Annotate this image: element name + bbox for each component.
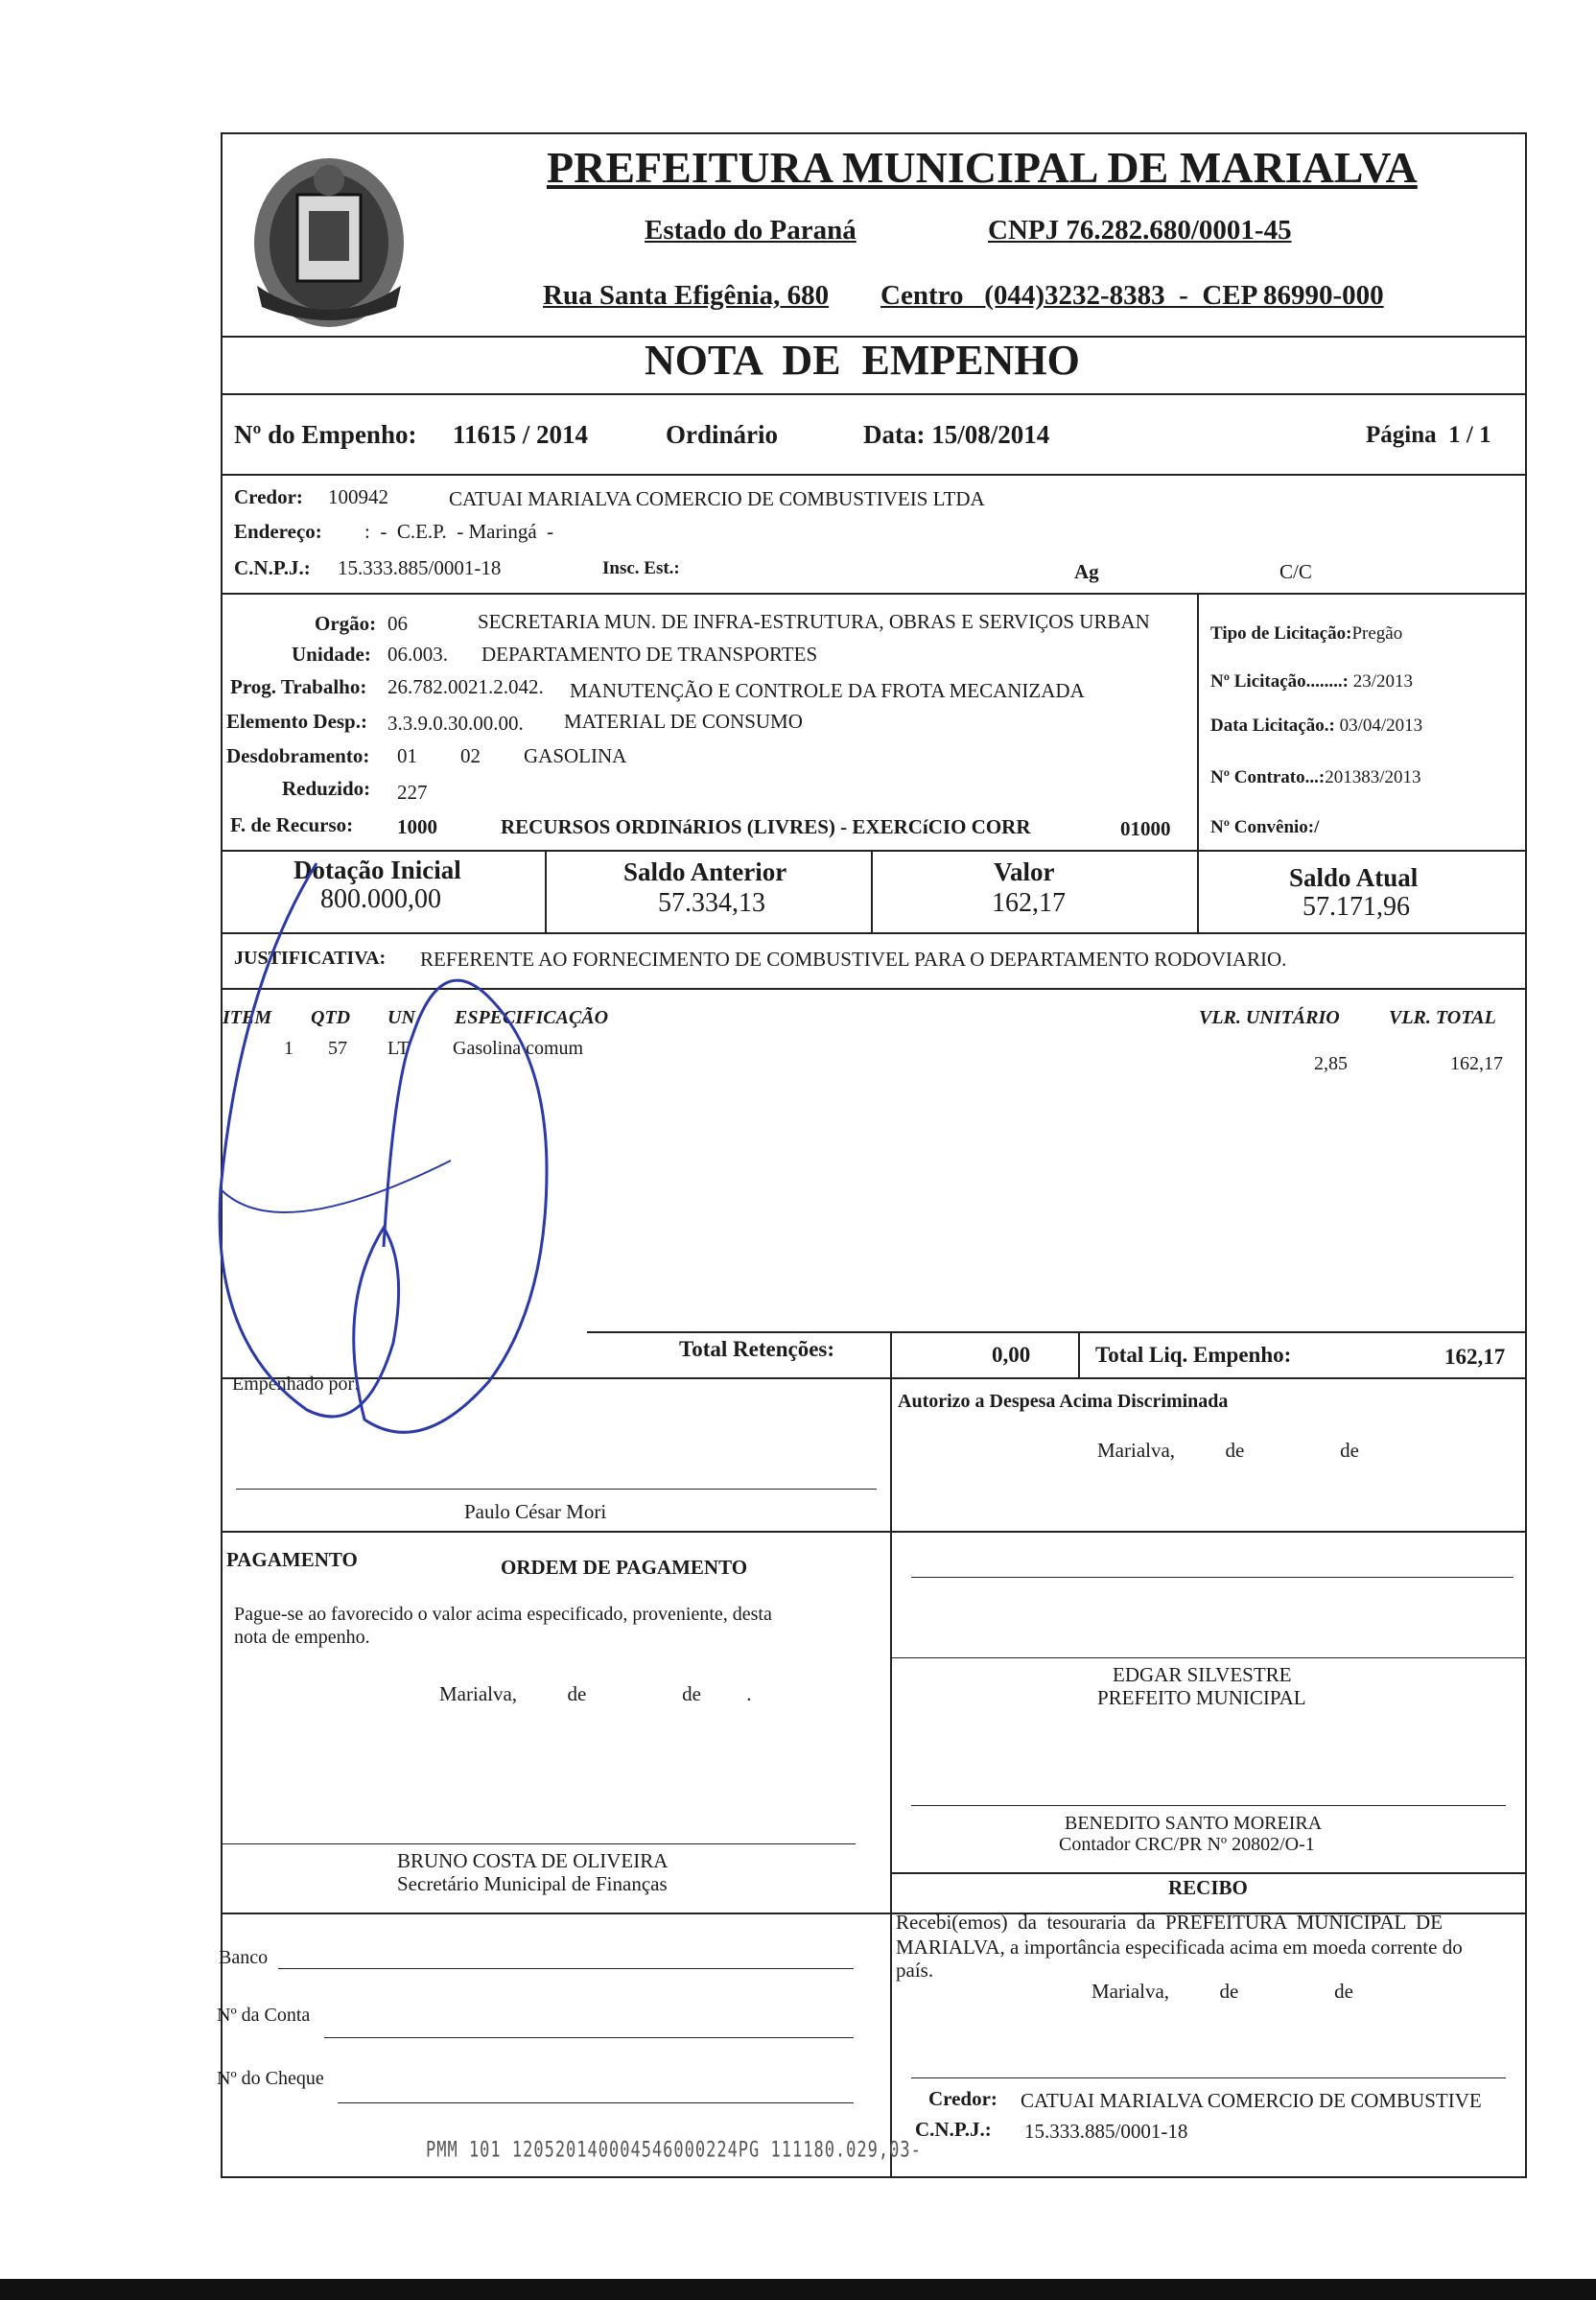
account-label: C/C (1279, 560, 1312, 583)
item-qty: 57 (328, 1038, 347, 1059)
credor-label: Credor: (234, 485, 303, 508)
item-unit: LT (387, 1038, 410, 1059)
address-field-label: Endereço: (234, 520, 322, 543)
col-header-item: ITEM (223, 1007, 272, 1028)
recibo-text-3: país. (896, 1959, 934, 1982)
num-contrato: Nº Contrato...:201383/2013 (1210, 767, 1421, 787)
prog-trabalho-code: 26.782.0021.2.042. (387, 675, 544, 698)
empenhado-por-label: Empenhado por: (232, 1373, 360, 1395)
cnpj-label: CNPJ 76.282.680/0001-45 (988, 215, 1292, 246)
data-licitacao-value: 03/04/2013 (1339, 716, 1423, 736)
reduzido-label: Reduzido: (282, 777, 371, 800)
recibo-credor-name: CATUAI MARIALVA COMERCIO DE COMBUSTIVE (1021, 2089, 1482, 2112)
ordem-pagamento-label: ORDEM DE PAGAMENTO (501, 1556, 748, 1579)
num-licitacao-value: 23/2013 (1352, 671, 1414, 692)
barcode-text: PMM 101 120520140004546000224PG 111180.029,03- (426, 2138, 922, 2163)
recibo-credor-label: Credor: (928, 2087, 998, 2110)
desdobramento-sub: 02 (460, 744, 481, 767)
desdobramento-label: Desdobramento: (226, 744, 370, 767)
signer-benedito: BENEDITO SANTO MOREIRA (1065, 1813, 1323, 1834)
dotacao-inicial-value: 800.000,00 (320, 884, 441, 914)
valor-value: 162,17 (992, 888, 1066, 918)
justificativa-text: REFERENTE AO FORNECIMENTO DE COMBUSTIVEL PARA O DEPARTAMENTO RODOVIARIO. (420, 948, 1287, 971)
saldo-anterior-value: 57.334,13 (658, 888, 765, 918)
empenho-number-label: Nº do Empenho: (234, 420, 417, 449)
saldo-anterior-label: Saldo Anterior (623, 857, 787, 886)
unidade-code: 06.003. (387, 643, 448, 666)
elemento-name: MATERIAL DE CONSUMO (564, 710, 803, 733)
item-description: Gasolina comum (453, 1038, 584, 1059)
col-header-qtd: QTD (311, 1007, 351, 1028)
justificativa-label: JUSTIFICATIVA: (234, 948, 387, 969)
desdobramento-code: 01 (397, 744, 417, 767)
num-contrato-value: 201383/2013 (1325, 767, 1421, 787)
empenho-number: 11615 / 2014 (453, 420, 589, 449)
signer-bruno: BRUNO COSTA DE OLIVEIRA (397, 1849, 669, 1872)
tipo-licitacao-label: Tipo de Licitação:Pregão (1210, 623, 1403, 644)
dotacao-inicial-label: Dotação Inicial (293, 856, 461, 884)
recurso-code: 1000 (397, 815, 437, 838)
autorizo-date: Marialva, de de (1097, 1439, 1359, 1462)
recurso-name: RECURSOS ORDINáRIOS (LIVRES) - EXERCíCIO CORR (501, 815, 1031, 838)
pague-text-2: nota de empenho. (234, 1627, 370, 1648)
col-header-unit: VLR. UNITÁRIO (1199, 1007, 1340, 1028)
autorizo-label: Autorizo a Despesa Acima Discriminada (898, 1391, 1229, 1412)
signer-bruno-role: Secretário Municipal de Finanças (397, 1872, 668, 1895)
agency-label: Ag (1074, 560, 1099, 583)
col-header-un: UN (387, 1007, 415, 1028)
empenho-type: Ordinário (666, 420, 779, 449)
insc-est-label: Insc. Est.: (602, 558, 680, 578)
credor-cnpj-label: C.N.P.J.: (234, 556, 311, 579)
cheque-label: Nº do Cheque (217, 2068, 324, 2089)
credor-cnpj-value: 15.333.885/0001-18 (338, 556, 502, 579)
empenho-date: Data: 15/08/2014 (863, 420, 1050, 449)
page-title: PREFEITURA MUNICIPAL DE MARIALVA (547, 143, 1418, 192)
orgao-code: 06 (387, 612, 408, 635)
num-convenio: Nº Convênio:/ (1210, 817, 1320, 837)
recibo-text-2: MARIALVA, a importância especificada acima em moeda corrente do (896, 1936, 1463, 1959)
orgao-name: SECRETARIA MUN. DE INFRA-ESTRUTURA, OBRAS E SERVIÇOS URBAN (478, 610, 1150, 633)
prog-trabalho-name: MANUTENÇÃO E CONTROLE DA FROTA MECANIZADA (570, 679, 1085, 702)
contact-label: Centro (044)3232-8383 - CEP 86990-000 (880, 280, 1384, 311)
signer-paulo: Paulo César Mori (464, 1500, 607, 1523)
pagamento-label: PAGAMENTO (226, 1548, 358, 1571)
prog-trabalho-label: Prog. Trabalho: (230, 675, 367, 698)
address-field-value: : - C.E.P. - Maringá - (364, 520, 554, 543)
item-unit-price: 2,85 (1314, 1053, 1348, 1074)
total-retencoes-value: 0,00 (992, 1343, 1031, 1367)
state-label: Estado do Paraná (645, 215, 857, 246)
page-number: Página 1 / 1 (1366, 422, 1491, 448)
recibo-cnpj-label: C.N.P.J.: (915, 2118, 992, 2141)
recurso-label: F. de Recurso: (230, 813, 354, 836)
tipo-licitacao-value: Pregão (1351, 623, 1403, 644)
col-header-espec: ESPECIFICAÇÃO (455, 1007, 609, 1028)
num-licitacao: Nº Licitação........: 23/2013 (1210, 671, 1414, 692)
saldo-atual-label: Saldo Atual (1289, 863, 1419, 892)
orgao-label: Orgão: (315, 612, 377, 635)
item-number: 1 (284, 1038, 293, 1059)
pagamento-date: Marialva, de de . (439, 1682, 752, 1705)
saldo-atual-value: 57.171,96 (1303, 892, 1410, 922)
recurso-sub: 01000 (1120, 817, 1171, 840)
col-header-total: VLR. TOTAL (1389, 1007, 1496, 1028)
data-licitacao: Data Licitação.: 03/04/2013 (1210, 716, 1423, 736)
unidade-label: Unidade: (292, 643, 371, 666)
signer-edgar-role: PREFEITO MUNICIPAL (1097, 1686, 1306, 1709)
reduzido-value: 227 (397, 781, 428, 804)
item-total: 162,17 (1450, 1053, 1503, 1074)
recibo-text-1: Recebi(emos) da tesouraria da PREFEITURA MUNICIPAL DE (896, 1911, 1443, 1934)
credor-code: 100942 (328, 485, 388, 508)
address-label: Rua Santa Efigênia, 680 (543, 280, 830, 311)
signer-edgar: EDGAR SILVESTRE (1113, 1663, 1292, 1686)
banco-label: Banco (219, 1947, 269, 1968)
recibo-date: Marialva, de de (1091, 1980, 1353, 2003)
pague-text-1: Pague-se ao favorecido o valor acima especificado, proveniente, desta (234, 1604, 772, 1625)
recibo-cnpj-value: 15.333.885/0001-18 (1024, 2120, 1188, 2143)
credor-name: CATUAI MARIALVA COMERCIO DE COMBUSTIVEIS LTDA (449, 487, 985, 510)
total-liquido-value: 162,17 (1444, 1345, 1506, 1369)
total-retencoes-label: Total Retenções: (679, 1337, 835, 1361)
unidade-name: DEPARTAMENTO DE TRANSPORTES (481, 643, 818, 666)
elemento-label: Elemento Desp.: (226, 710, 367, 733)
desdobramento-name: GASOLINA (524, 744, 627, 767)
total-liquido-label: Total Liq. Empenho: (1095, 1343, 1292, 1367)
signer-benedito-role: Contador CRC/PR Nº 20802/O-1 (1059, 1834, 1315, 1855)
document-title: NOTA DE EMPENHO (645, 337, 1080, 384)
handwritten-signature (201, 844, 643, 1458)
bottom-edge-bar (0, 2279, 1596, 2300)
recibo-title: RECIBO (1168, 1876, 1248, 1899)
conta-label: Nº da Conta (217, 2005, 311, 2026)
municipal-coat-of-arms (238, 142, 420, 334)
elemento-code: 3.3.9.0.30.00.00. (387, 712, 524, 735)
valor-label: Valor (994, 857, 1055, 886)
